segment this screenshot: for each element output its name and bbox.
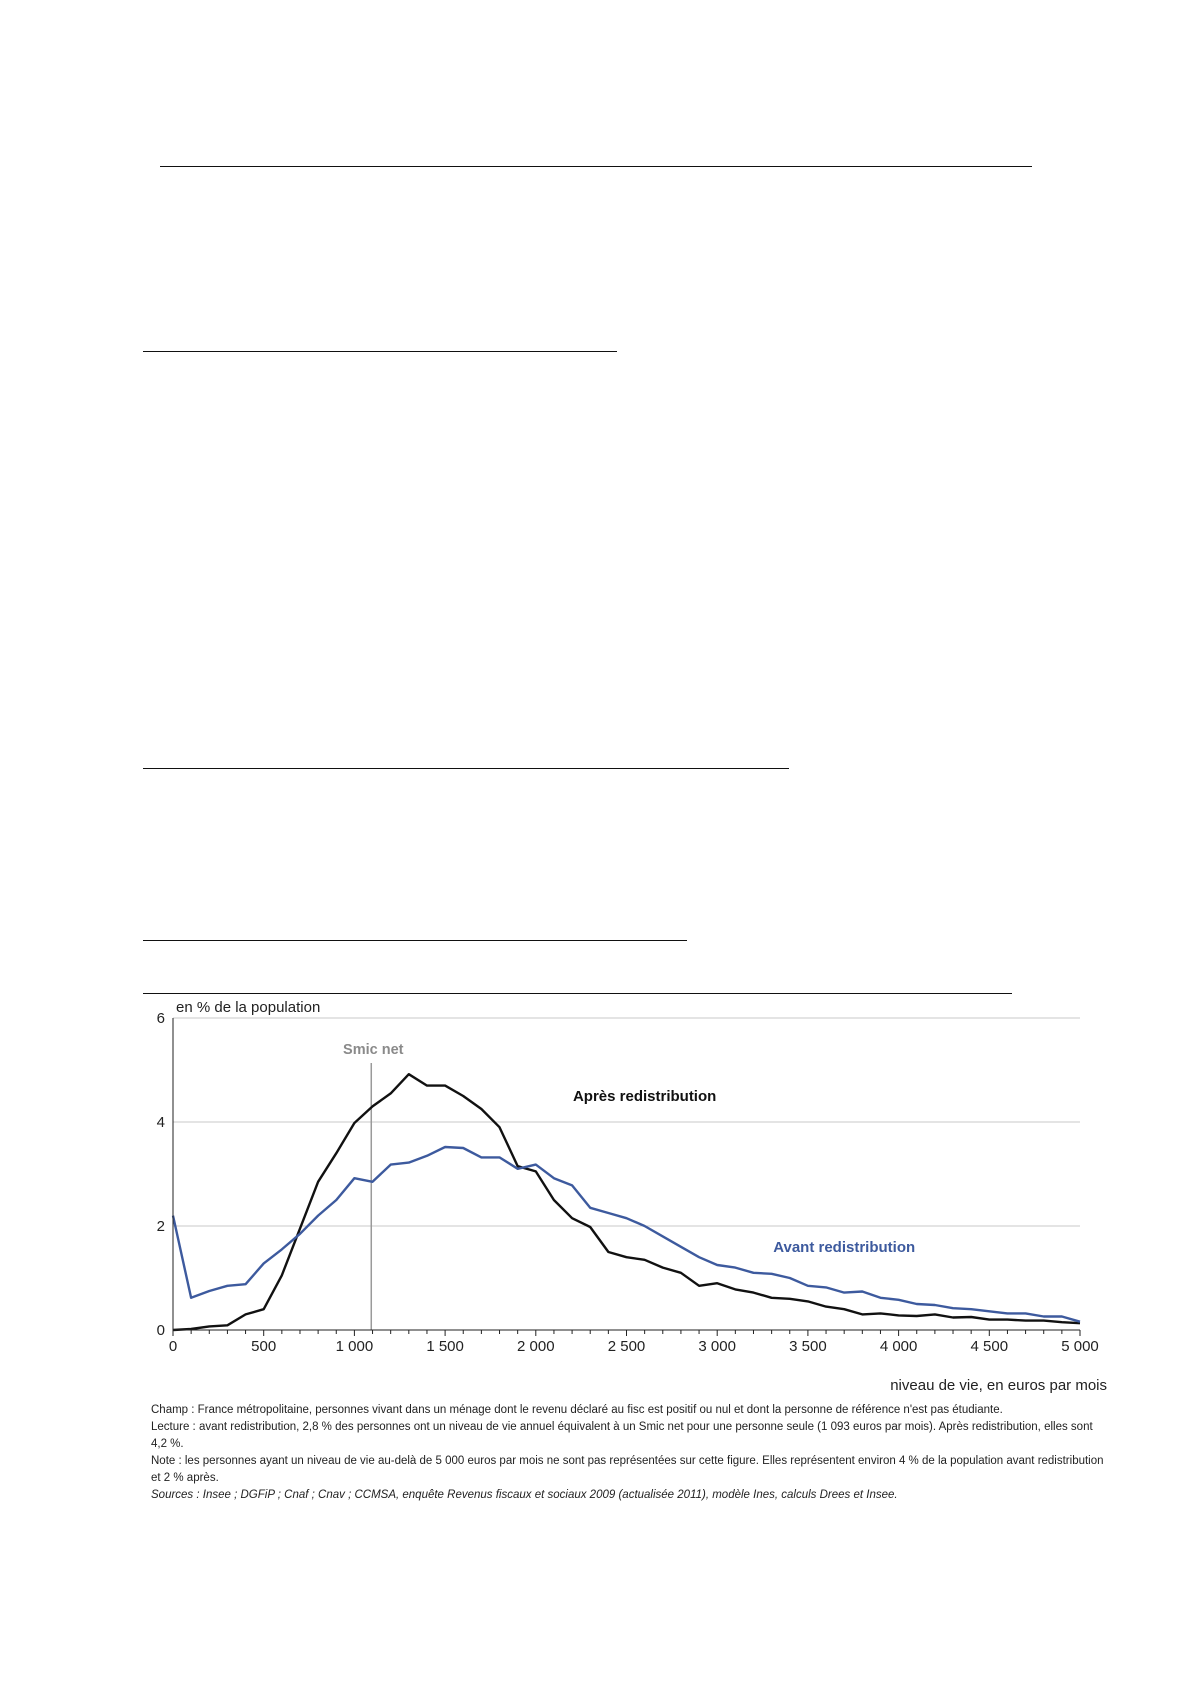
series-lines — [173, 1074, 1080, 1330]
note-note: Note : les personnes ayant un niveau de vie au-delà de 5 000 euros par mois ne sont pas représentées sur cette figure. Elles représentent environ 4 % de la population avant redistribution et 2 % après. — [151, 1455, 1104, 1484]
x-tick-label: 5 000 — [1061, 1338, 1099, 1355]
smic-reference — [343, 1042, 404, 1330]
series-label-0: Après redistribution — [572, 1088, 717, 1106]
sources-note: Sources : Insee ; DGFiP ; Cnaf ; Cnav ; CCMSA, enquête Revenus fiscaux et sociaux 2009 (actualisée 2011), modèle Ines, calculs Drees et Insee. — [151, 1489, 898, 1501]
x-tick-label: 4 000 — [879, 1338, 918, 1355]
x-tick-label: 4 500 — [970, 1338, 1009, 1355]
series-line-0 — [173, 1074, 1080, 1330]
lecture-note: Lecture : avant redistribution, 2,8 % des personnes ont un niveau de vie annuel équivalent à un Smic net pour une personne seule (1 093 euros par mois). Après redistribution, elles sont 4,2 %. — [151, 1421, 1093, 1450]
x-tick-label: 1 500 — [426, 1338, 464, 1355]
y-axis-label: en % de la population — [176, 999, 321, 1016]
underline-rule-1 — [160, 166, 1032, 167]
x-axis-label: niveau de vie, en euros par mois — [890, 1377, 1107, 1394]
x-tick-label: 3 500 — [789, 1338, 827, 1355]
series-line-1 — [173, 1147, 1080, 1322]
y-tick-label: 0 — [156, 1322, 165, 1339]
y-tick-label: 4 — [156, 1114, 165, 1131]
x-tick-label: 1 000 — [335, 1338, 374, 1355]
underline-rule-2 — [143, 351, 617, 352]
y-tick-label: 6 — [156, 1010, 165, 1027]
x-tick-label: 500 — [251, 1338, 277, 1355]
x-tick-label: 2 000 — [517, 1338, 555, 1355]
y-tick-label: 2 — [156, 1218, 165, 1235]
x-tick-label: 2 500 — [607, 1338, 646, 1355]
champ-note: Champ : France métropolitaine, personnes vivant dans un ménage dont le revenu déclaré au fisc est positif ou nul et dont la personne de référence n'est pas étudiante. — [151, 1404, 1003, 1416]
x-tick-label: 0 — [168, 1338, 178, 1355]
x-tick-label: 3 000 — [698, 1338, 736, 1355]
series-label-1: Avant redistribution — [773, 1239, 916, 1256]
grid-lines — [173, 1018, 1080, 1226]
income-distribution-chart — [140, 995, 1120, 1395]
axes — [157, 1010, 1099, 1355]
underline-rule-4 — [143, 940, 687, 941]
chart-notes — [151, 1402, 1111, 1504]
underline-rule-5 — [143, 993, 1012, 994]
smic-label: Smic net — [343, 1042, 404, 1058]
underline-rule-3 — [143, 768, 789, 769]
